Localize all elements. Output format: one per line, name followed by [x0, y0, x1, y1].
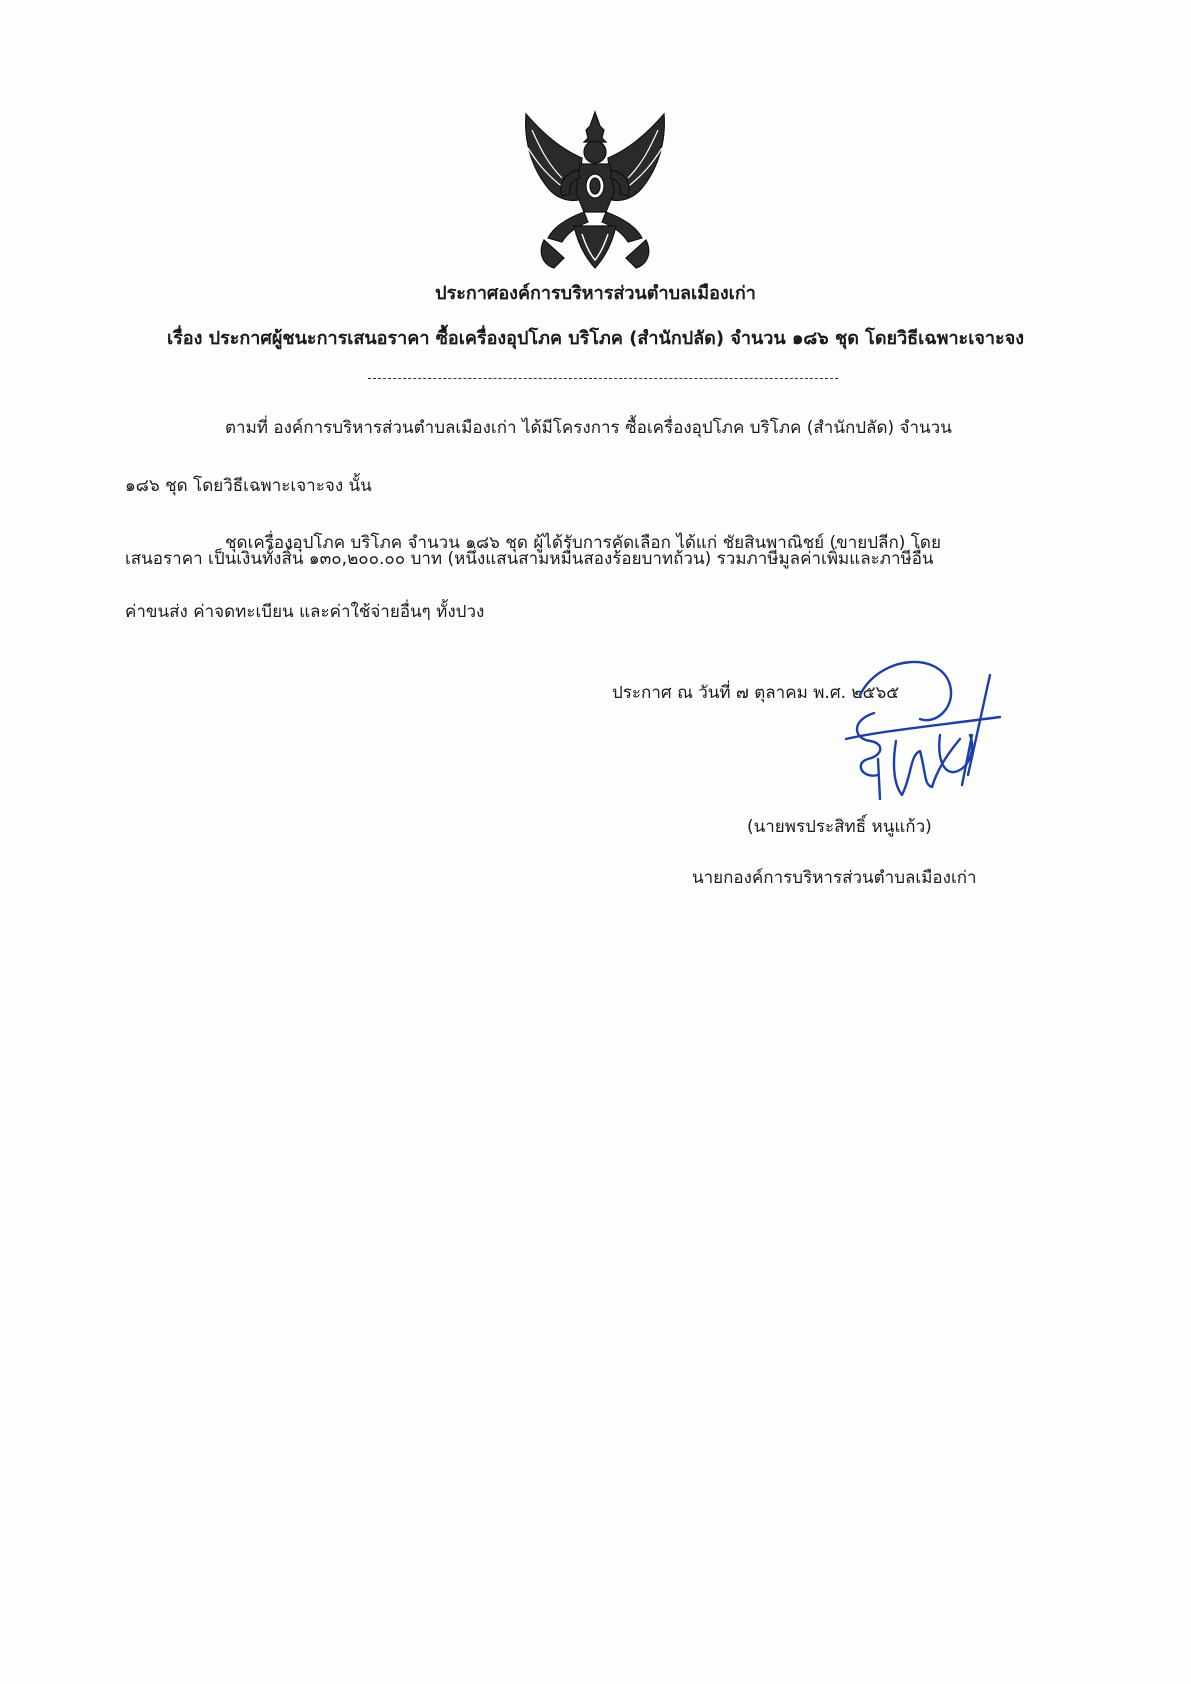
paragraph-2-line-2: เสนอราคา เป็นเงินทั้งสิ้น ๑๓๐,๒๐๐.๐๐ บาท (หนึ่งแสนสามหมื่นสองร้อยบาทถ้วน) รวมภาษีมูลค่าเพิ่มและภาษีอื่น: [125, 549, 934, 569]
paragraph-2-line-3: ค่าขนส่ง ค่าจดทะเบียน และค่าใช้จ่ายอื่นๆ ทั้งปวง: [125, 602, 485, 622]
paragraph-1-line-2: ๑๘๖ ชุด โดยวิธีเฉพาะเจาะจง นั้น: [125, 476, 372, 496]
paragraph-2-line-1: ชุดเครื่องอุปโภค บริโภค จำนวน ๑๘๖ ชุด ผู้ได้รับการคัดเลือก ได้แก่ ชัยสินพาณิชย์ (ขายปลีก) โดย: [225, 533, 941, 553]
garuda-emblem-icon: [518, 108, 672, 276]
announcement-subject: เรื่อง ประกาศผู้ชนะการเสนอราคา ซื้อเครื่องอุปโภค บริโภค (สำนักปลัด) จำนวน ๑๘๖ ชุด โดยวิธีเฉพาะเจาะจง: [166, 328, 1025, 349]
announcement-date: ประกาศ ณ วันที่ ๗ ตุลาคม พ.ศ. ๒๕๖๕: [612, 683, 900, 703]
dashed-divider: [368, 378, 838, 379]
signature-icon: [840, 655, 1005, 805]
announcement-title: ประกาศองค์การบริหารส่วนตำบลเมืองเก่า: [435, 283, 756, 304]
paragraph-1-line-1: ตามที่ องค์การบริหารส่วนตำบลเมืองเก่า ได้มีโครงการ ซื้อเครื่องอุปโภค บริโภค (สำนักปลัด) จำนวน: [225, 418, 952, 438]
signer-name: (นายพรประสิทธิ์ หนูแก้ว): [747, 817, 932, 837]
signer-position: นายกองค์การบริหารส่วนตำบลเมืองเก่า: [692, 868, 977, 888]
